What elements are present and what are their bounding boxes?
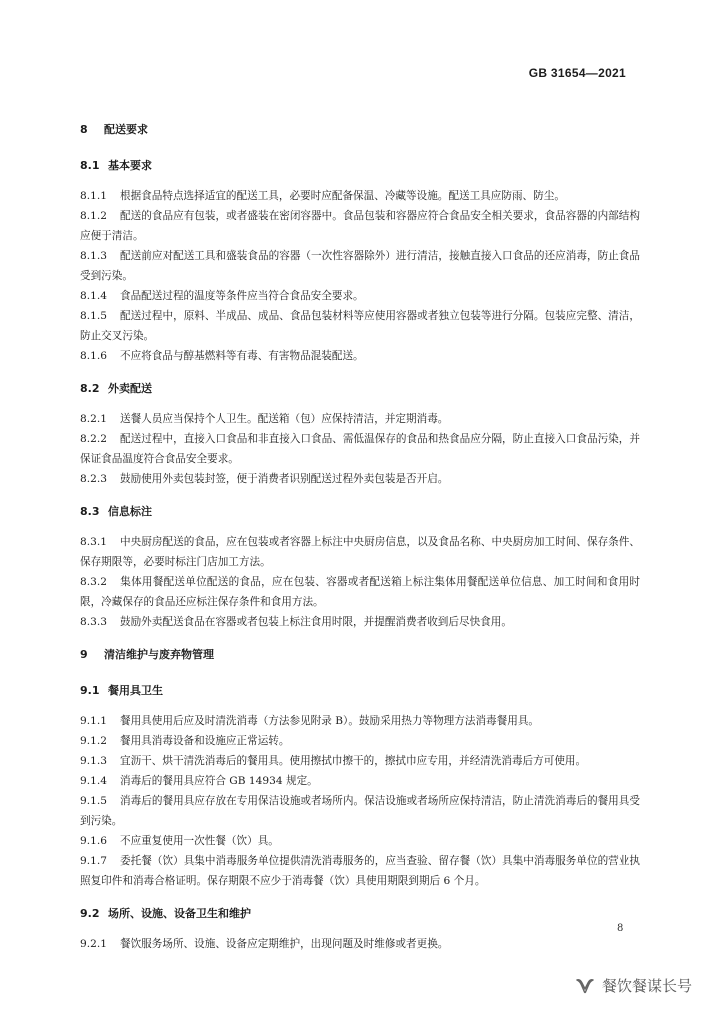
clause-text: 配送前应对配送工具和盛装食品的容器（一次性容器除外）进行清洁，接触直接入口食品的还应消毒，防止食品受到污染。 — [80, 250, 640, 282]
clause-number: 8.2.2 — [80, 433, 107, 445]
clause-number: 9.1.4 — [80, 775, 107, 787]
clause-number: 8.2.3 — [80, 473, 107, 485]
clause — [80, 306, 640, 346]
clause-text: 餐饮服务场所、设施、设备应定期维护，出现问题及时维修或者更换。 — [120, 938, 449, 950]
subsection-heading — [80, 502, 640, 522]
subsection-heading — [80, 681, 640, 701]
section-8 — [80, 120, 640, 632]
subsection-title: 场所、设施、设备卫生和维护 — [108, 907, 251, 920]
wechat-channel-icon — [574, 976, 596, 996]
watermark-text: 餐饮餐谋长号 — [601, 977, 692, 995]
clause — [80, 186, 640, 206]
clause-number: 8.1.6 — [80, 350, 107, 362]
clause-number: 8.1.2 — [80, 210, 107, 222]
subsection-9-2 — [80, 904, 640, 954]
clause-text: 食品配送过程的温度等条件应当符合食品安全要求。 — [120, 290, 364, 302]
clause — [80, 532, 640, 572]
clause — [80, 346, 640, 366]
clause — [80, 206, 640, 246]
subsection-heading — [80, 379, 640, 399]
section-heading — [80, 120, 640, 140]
clause-number: 9.1.6 — [80, 835, 107, 847]
subsection-9-1 — [80, 681, 640, 891]
subsection-title: 外卖配送 — [108, 382, 152, 395]
section-9 — [80, 645, 640, 954]
clause-number: 8.3.3 — [80, 616, 107, 628]
subsection-8-2 — [80, 379, 640, 489]
clause-text: 集体用餐配送单位配送的食品，应在包装、容器或者配送箱上标注集体用餐配送单位信息、加工时间和食用时限，冷藏保存的食品还应标注保存条件和食用方法。 — [80, 576, 640, 608]
subsection-heading — [80, 156, 640, 176]
clause-number: 8.1.1 — [80, 190, 107, 202]
clause-text: 宜沥干、烘干清洗消毒后的餐用具。使用擦拭巾擦干的，擦拭巾应专用，并经清洗消毒后方可使用。 — [120, 755, 587, 767]
clause-text: 餐用具消毒设备和设施应正常运转。 — [120, 735, 290, 747]
clause-text: 配送的食品应有包装，或者盛装在密闭容器中。食品包装和容器应符合食品安全相关要求，食品容器的内部结构应便于清洁。 — [80, 210, 640, 242]
section-number: 9 — [80, 648, 88, 661]
clause-number: 9.1.3 — [80, 755, 107, 767]
subsection-number: 8.1 — [80, 159, 100, 172]
clause — [80, 934, 640, 954]
clause-text: 配送过程中，原料、半成品、成品、食品包装材料等应使用容器或者独立包装等进行分隔。包装应完整、清洁，防止交叉污染。 — [80, 310, 640, 342]
clause — [80, 572, 640, 612]
clause-text: 鼓励使用外卖包装封签，便于消费者识别配送过程外卖包装是否开启。 — [120, 473, 449, 485]
clause-text: 委托餐（饮）具集中消毒服务单位提供清洗消毒服务的，应当查验、留存餐（饮）具集中消毒服务单位的营业执照复印件和消毒合格证明。保存期限不应少于消毒餐（饮）具使用期限到期后 6 个月。 — [80, 855, 640, 887]
clause-text: 不应重复使用一次性餐（饮）具。 — [120, 835, 279, 847]
clause — [80, 831, 640, 851]
subsection-title: 信息标注 — [108, 505, 152, 518]
clause — [80, 731, 640, 751]
clause-number: 9.1.7 — [80, 855, 107, 867]
section-heading — [80, 645, 640, 665]
clause-number: 9.1.2 — [80, 735, 107, 747]
clause-text: 根据食品特点选择适宜的配送工具，必要时应配备保温、冷藏等设施。配送工具应防雨、防尘。 — [120, 190, 565, 202]
clause — [80, 409, 640, 429]
clause — [80, 851, 640, 891]
clause-number: 8.3.1 — [80, 536, 107, 548]
clause-text: 消毒后的餐用具应存放在专用保洁设施或者场所内。保洁设施或者场所应保持清洁，防止清洗消毒后的餐用具受到污染。 — [80, 795, 640, 827]
clause — [80, 751, 640, 771]
clause — [80, 246, 640, 286]
subsection-title: 基本要求 — [108, 159, 152, 172]
clause — [80, 429, 640, 469]
page-number: 8 — [617, 923, 624, 934]
clause-text: 消毒后的餐用具应符合 GB 14934 规定。 — [120, 775, 318, 787]
clause-number: 9.1.5 — [80, 795, 107, 807]
standard-number: GB 31654—2021 — [528, 66, 626, 80]
subsection-number: 8.3 — [80, 505, 100, 518]
clause — [80, 771, 640, 791]
clause — [80, 286, 640, 306]
clause-text: 送餐人员应当保持个人卫生。配送箱（包）应保持清洁，并定期消毒。 — [120, 413, 449, 425]
clause-number: 8.1.4 — [80, 290, 107, 302]
document-body — [80, 120, 640, 967]
clause-text: 不应将食品与醇基燃料等有毒、有害物品混装配送。 — [120, 350, 364, 362]
subsection-title: 餐用具卫生 — [108, 684, 163, 697]
clause-text: 中央厨房配送的食品，应在包装或者容器上标注中央厨房信息，以及食品名称、中央厨房加工时间、保存条件、保存期限等，必要时标注门店加工方法。 — [80, 536, 640, 568]
clause — [80, 469, 640, 489]
section-title: 清洁维护与废弃物管理 — [104, 648, 214, 661]
clause-number: 8.2.1 — [80, 413, 107, 425]
subsection-8-3 — [80, 502, 640, 632]
clause-number: 8.1.3 — [80, 250, 107, 262]
subsection-number: 8.2 — [80, 382, 100, 395]
clause-number: 8.1.5 — [80, 310, 107, 322]
subsection-number: 9.2 — [80, 907, 100, 920]
subsection-8-1 — [80, 156, 640, 366]
clause-text: 配送过程中，直接入口食品和非直接入口食品、需低温保存的食品和热食品应分隔，防止直接入口食品污染，并保证食品温度符合食品安全要求。 — [80, 433, 640, 465]
clause — [80, 711, 640, 731]
account-watermark — [574, 975, 692, 996]
clause-text: 鼓励外卖配送食品在容器或者包装上标注食用时限，并提醒消费者收到后尽快食用。 — [120, 616, 512, 628]
subsection-heading — [80, 904, 640, 924]
clause — [80, 791, 640, 831]
clause-number: 9.2.1 — [80, 938, 107, 950]
clause-text: 餐用具使用后应及时清洗消毒（方法参见附录 B）。鼓励采用热力等物理方法消毒餐用具。 — [120, 715, 540, 727]
section-title: 配送要求 — [104, 123, 148, 136]
clause-number: 8.3.2 — [80, 576, 107, 588]
clause — [80, 612, 640, 632]
clause-number: 9.1.1 — [80, 715, 107, 727]
subsection-number: 9.1 — [80, 684, 100, 697]
section-number: 8 — [80, 123, 88, 136]
